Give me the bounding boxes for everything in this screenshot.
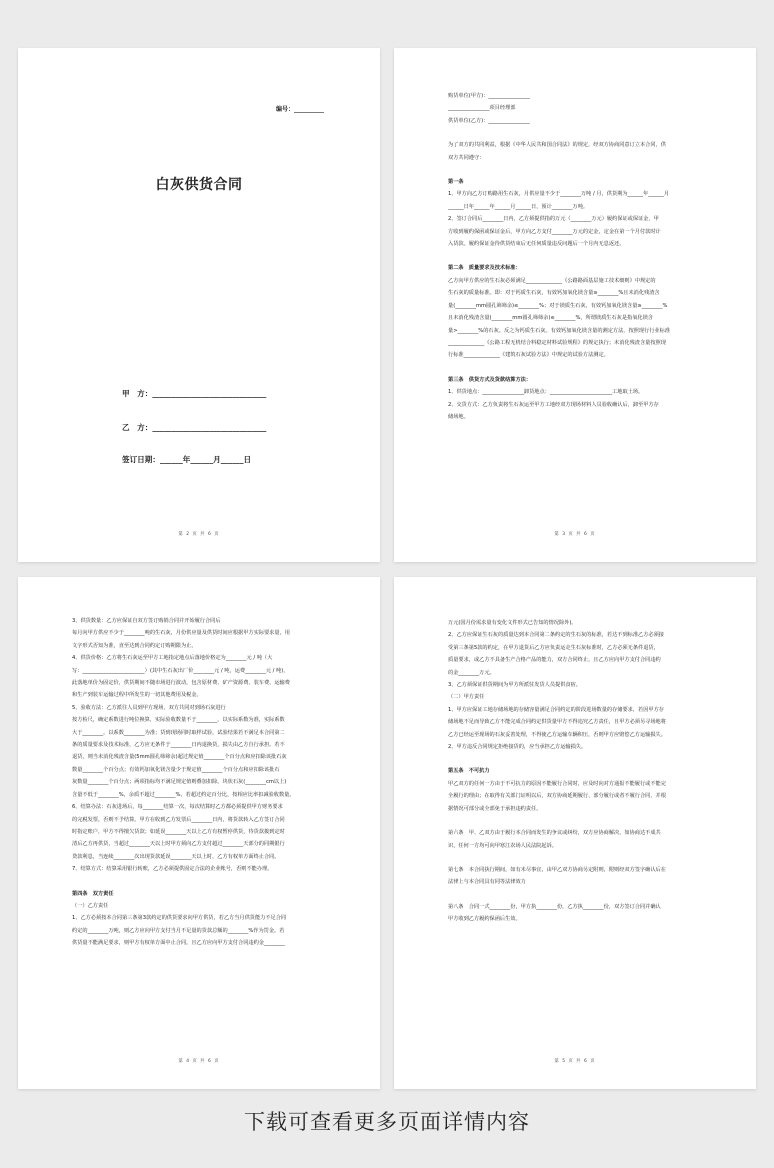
page-body xyxy=(448,617,706,926)
contract-page-2 xyxy=(394,48,756,562)
text-line: 2、甲方违反合同规定拒绝接货的，应当承担乙方运输损失。 xyxy=(448,744,587,751)
paragraph-gap xyxy=(448,753,706,765)
section-heading: 第二条 质量要求及技术标准： xyxy=(448,265,521,272)
text-line: 退货，则当未消化残渣含量(5mm圆孔筛筛余)超过规定值________个百分点和应扣除该批石灰 xyxy=(72,754,287,761)
page-body xyxy=(448,90,706,423)
text-line: 2、乙方应保证生石灰的质量达到本合同第二条约定的生石灰的标准，若达不到标准乙方必须接 xyxy=(448,632,664,639)
cover-page xyxy=(18,48,380,562)
text-line: 的完税发票，否则不予结算。甲方在收到乙方发票后________日内，将货款转入乙方签订合同 xyxy=(72,816,285,823)
text-line: 3、供货数量：乙方应保证自双方签订购销合同并开始履行合同后 xyxy=(72,618,221,624)
paragraph-gap xyxy=(448,127,706,139)
text-line: 时指定账户，甲方不得擅欠货款；如延误________天以上乙方有权暂停供货，待货款拨到定时 xyxy=(72,828,285,835)
section-heading: 第四条 双方责任 xyxy=(72,890,114,897)
text-line: 灰数量________个百分点；两项指标均不满足规定值则叠加扣除。块状石灰(________cm以上) xyxy=(72,779,287,786)
text-line: 7、结算方式：结算采用银行转账，乙方必须提供固定合法的企业帐号，否则不能办理。 xyxy=(72,866,273,873)
text-line: 且未消化残渣含量(________mm圆孔筛筛余)≤________%，所谓镁质生石灰是指氧化镁含 xyxy=(448,315,653,322)
text-line: 入货款。履约保证金待供货结束后无任何质量违反问题后一个月内无息返还。 xyxy=(448,241,625,248)
page-body xyxy=(72,615,330,950)
text-line: 甲方收到乙方履约保函后生效。 xyxy=(448,916,521,923)
paragraph-gap xyxy=(448,815,706,827)
text-line: 含量不低于________%，余质不超过________%，若超过约定百分比，按相应比率扣减验收数量。 xyxy=(72,791,295,798)
text-line: （一）乙方责任 xyxy=(72,902,109,909)
text-line: 5、验收方法：乙方派往人员到甲方现场，双方共同对到场石灰进行 xyxy=(72,704,226,711)
section-heading: 第一条 xyxy=(448,179,464,186)
text-line: 此落地单价为固定价，供货期间不随市场进行波动，包含原材费、矿产资源费、装车费、运输费 xyxy=(72,680,290,687)
text-line: 每月向甲方供应不少于________吨的生石灰，月份供应量及供货时间应根据甲方实际要求量，用 xyxy=(72,630,290,637)
text-line: 1、供货地点：________________卸货地点：________________________工地取土场。 xyxy=(448,389,644,396)
text-line: 2、交货方式：乙方负责将生石灰运至甲方工地经双方现场材料人员验收确认后，卸至甲方存 xyxy=(448,401,659,408)
text-line: 的金________万元。 xyxy=(448,669,495,676)
text-line: 法律上与本合同具有同等法律效力 xyxy=(448,879,526,886)
text-line: 约定的________万吨，则乙方应向甲方支付当月不足量的货款总额的________%作为罚金。若 xyxy=(72,927,285,934)
party-a-field: 甲 方：______________________________ xyxy=(122,389,267,398)
text-line: 据情况可部分或全部免于承担违约责任。 xyxy=(448,805,542,812)
paragraph-gap xyxy=(448,250,706,262)
text-line: 行标准______________《建筑石灰试验方法》中规定的试验方法测定。 xyxy=(448,352,609,359)
paragraph-gap xyxy=(448,362,706,374)
text-line: 和生产到装车运输过程中所发生的一切其他费用及税金。 xyxy=(72,692,202,699)
text-line: 条的质量要求及技术标准，乙方应无条件于________日内退换货，损失由乙方自行承担。若不 xyxy=(72,742,285,749)
text-line: 万元(国月份需求量有变化文件形式已告知的情况除外)。 xyxy=(448,620,577,626)
text-line: 乙方向甲方供应的生石灰必须满足______________《公路路面基层施工技术细则》中规定的 xyxy=(448,277,656,284)
text-line: 供货单位(乙方)：________________ xyxy=(448,117,530,124)
text-line: 储场地。 xyxy=(448,413,469,420)
text-line: 1、乙方必须按本合同第三条第3款约定的供货要求向甲方供货，若乙方当月供货能力不足合同 xyxy=(72,915,287,922)
section-heading: 第五条 不可抗力 xyxy=(448,768,490,775)
text-line: 写：________________________）(其中生石灰出厂价________元 / 吨，运费________元 / 吨)， xyxy=(72,667,289,674)
contract-page-4 xyxy=(394,577,756,1089)
text-line: 量>________%的石灰。反之为钙质生石灰。有效钙加氧化镁含量的测定方法，按照现行行业标准 xyxy=(448,327,670,334)
text-line: 贷款利息，当连续________次出现货款延误________天以上时，乙方有权单方面终止合同。 xyxy=(72,853,280,860)
page-number: 第 5 页 共 6 页 xyxy=(554,1059,596,1064)
text-line: 数量________个百分点；有效钙加氧化镁含量少于规定值________个百分点和应扣除该批石 xyxy=(72,766,280,773)
text-line: 甲乙双方的任何一方由于不可抗力的原因不能履行合同时，应及时向对方通报不能履行或不能完 xyxy=(448,780,666,787)
paragraph-gap xyxy=(448,889,706,901)
text-line: ________________项目经理部 xyxy=(448,105,516,112)
contract-page-3 xyxy=(18,577,380,1089)
text-line: 质量要求，或乙方不具备生产合格产品的能力，双方合同终止，且乙方应向甲方支付合同违约 xyxy=(448,657,661,664)
text-line: 4、供货价格：乙方将生石灰运至甲方工地指定地点后落地价格定为________元 / 吨（大 xyxy=(72,655,273,662)
party-b-field: 乙 方：______________________________ xyxy=(122,423,267,432)
text-line: 第八条 合同一式________份，甲方执________份，乙方执________份，双方签订合同并确认 xyxy=(448,903,661,910)
text-line: 文字形式否知为准，直至达到合同约定订购期限为止。 xyxy=(72,642,197,649)
text-line: 为了双方的共同利益，根据《中华人民共和国合同法》的规定，经双方协商同意订立本合同，供 xyxy=(448,142,666,149)
text-line: 清后乙方再供货，当超过________天以上时甲方须向乙方支付超过________天部分的同期银行 xyxy=(72,841,285,848)
text-line: 1、甲方向乙方订购路用生石灰，月供应量不少于________万吨 / 月，供货期为______年______月 xyxy=(448,191,670,198)
paragraph-gap xyxy=(448,164,706,176)
text-line: 识，任何一方均可向甲寒江农场人民法院起诉。 xyxy=(448,842,557,849)
text-line: 生石灰的质量标准。即：对于钙质生石灰，有效钙加氧化镁含量≥________%且未消化残渣含 xyxy=(448,290,660,297)
text-line: 受第三条第5款的约定，在甲方退货后乙方应负责运走生石灰标准时，乙方必须无条件退货， xyxy=(448,644,659,651)
download-caption: 下载可查看更多页面详情内容 xyxy=(244,1110,530,1134)
page-number: 第 2 页 共 6 页 xyxy=(178,532,220,537)
sign-date-field: 签订日期：______年______月______日 xyxy=(122,455,252,464)
text-line: 双方共同遵守： xyxy=(448,154,485,161)
paragraph-gap xyxy=(72,876,330,888)
text-line: 乙方已经运至现场的石灰妥善处理，不得使乙方运输车辆积压，否则甲方应赔偿乙方运输损失。 xyxy=(448,731,666,738)
text-line: 第七条 本合同执行期间，如有未尽事宜，由甲乙双方协商另定附则，附则经双方签字确认后在 xyxy=(448,866,666,873)
text-line: 储场地不足而导致乙方不能完成合同约定供货量甲方不得追究乙方责任，且甲方必须另寻场地将 xyxy=(448,719,666,726)
contract-code: 编号：__________ xyxy=(275,106,324,113)
text-line: 按方检尺，确定系数进行吨位换算，实际验收数量不于________，以实际系数为准，实际系数 xyxy=(72,717,285,724)
text-line: 供货量不能满足要求，则甲方有权单方面中止合同，且乙方应向甲方支付合同违约金________ xyxy=(72,940,285,947)
page-number: 第 4 页 共 6 页 xyxy=(178,1059,220,1064)
text-line: 6、结算办法：石灰进场后，每________结算一次，每次结算时乙方都必须提供甲方财务要求 xyxy=(72,804,283,811)
paragraph-gap xyxy=(448,852,706,864)
text-line: 大于________，以系数________为准；货到现场同时取样试验，试验结果若不满足本合同第二 xyxy=(72,729,285,736)
text-line: 第六条 甲、乙双方由于履行本合同而发生的争议或纠纷，双方应协商解决，如协商达不成共 xyxy=(448,830,661,837)
text-line: 3、乙方须保证供货期间为甲方所派驻发货人员提供食宿。 xyxy=(448,682,581,689)
text-line: ______日年______年______月______日，预计________万吨。 xyxy=(448,203,589,210)
text-line: （二）甲方责任 xyxy=(448,694,485,701)
page-number: 第 3 页 共 6 页 xyxy=(554,532,596,537)
text-line: 2、签订合同后________日内，乙方须提供指的万元（________万元）履约保证或保证金，甲 xyxy=(448,216,659,223)
contract-title: 白灰供货合同 xyxy=(155,177,243,193)
text-line: 1、甲方应保证工地存储场地的存储容量满足合同约定的阶段进场数量的存储要求，若因甲方存 xyxy=(448,706,664,713)
text-line: 全履行的理由；在取得有关部门证明以后，双方协商延期履行、部分履行或者不履行合同，并根 xyxy=(448,793,666,800)
text-line: 方收到履约保函或保证金后，甲方向乙方支付________万元的定金，定金在第一个月付款时计 xyxy=(448,228,661,235)
text-line: ______________《公路工程无机结合料稳定材料试验规程》的规定执行；未消化残渣含量按照现 xyxy=(448,339,666,346)
text-line: 量(________mm圆孔筛筛余)≤________%；对于镁质生石灰，有效钙加氧化镁含量≥________% xyxy=(448,302,668,309)
text-line: 购货单位(甲方)：________________ xyxy=(448,93,530,99)
section-heading: 第三条 供货方式及货款结算方法： xyxy=(448,376,532,383)
